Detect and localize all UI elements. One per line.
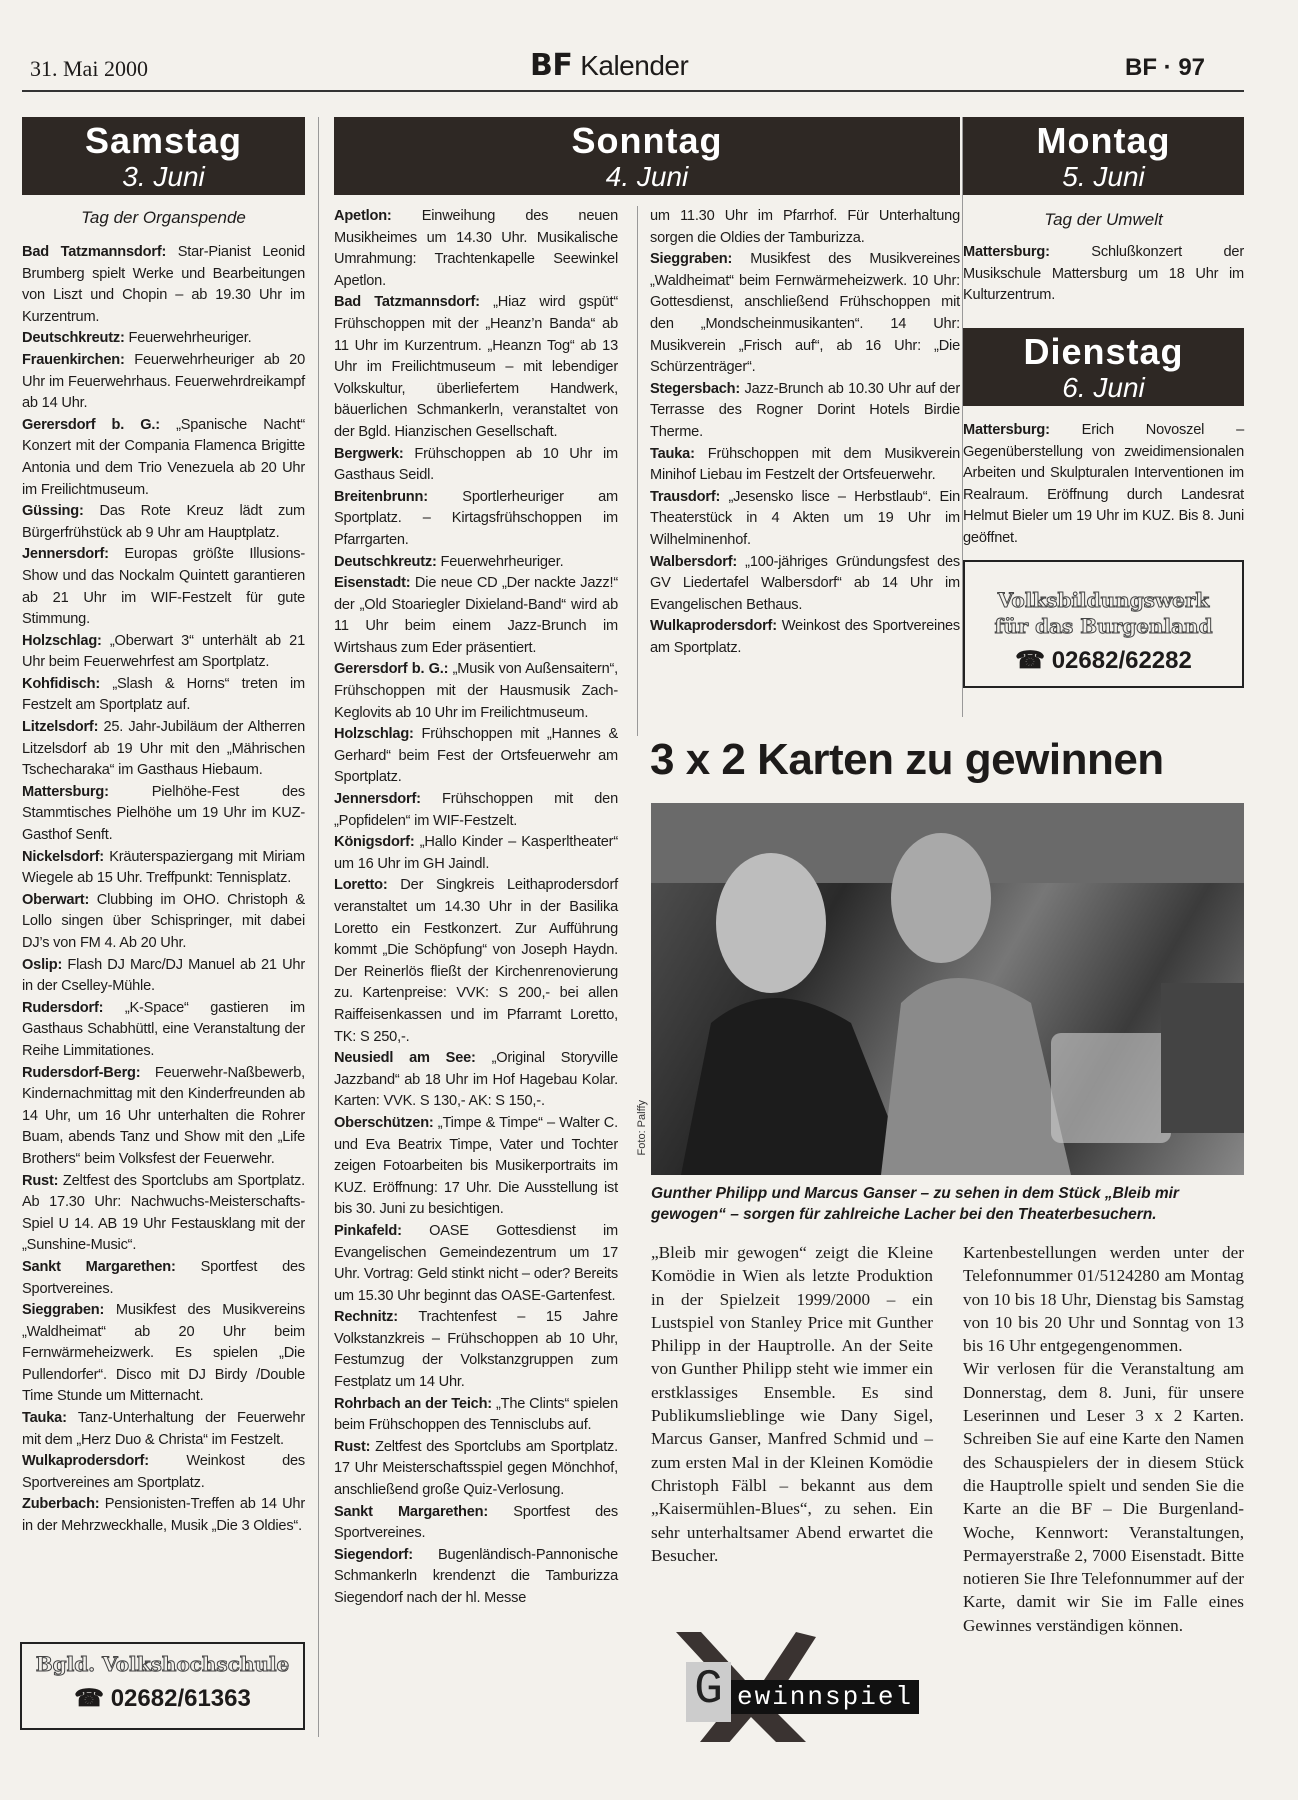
column-divider — [637, 206, 638, 736]
event-text: Frühschoppen mit den „Popfidelen“ im WIF-Festzelt. — [334, 791, 618, 829]
event-text: „Hiaz wird gspüt“ Frühschoppen mit der „Heanz’n Banda“ ab 11 Uhr im Kurzentrum. „Heanzn Tog“ ab 13 Uhr im Freilichtmuseum – mit lebendiger Volkskultur, überliefertem Handwerk, bäuerlichen Schmankerln, veranstaltet von der Bgld. Hianzischen Gesellschaft. — [334, 294, 618, 440]
event-entry — [22, 1494, 305, 1537]
event-entry — [22, 717, 305, 782]
event-text: „The Clints“ spielen beim Frühschoppen des Tennisclubs auf. — [334, 1395, 618, 1434]
event-text: Frühschoppen mit „Hannes & Gerhard“ beim Fest der Ortsfeuerwehr am Sportplatz. — [334, 726, 618, 786]
event-entry — [334, 1437, 618, 1502]
event-entry — [334, 1048, 618, 1113]
event-text: um 11.30 Uhr im Pfarrhof. Für Unterhaltung sorgen die Oldies der Tamburizza. — [650, 208, 960, 246]
event-entry — [334, 1545, 618, 1610]
event-place: Deutschkreutz: — [334, 553, 437, 570]
event-place: Mattersburg: — [963, 422, 1050, 438]
event-text: Sportfest des Sportvereines. — [22, 1258, 306, 1297]
event-entry — [650, 379, 960, 444]
event-place: Walbersdorf: — [650, 553, 738, 570]
event-text: „Jesensko lisce – Herbstlaub“. Ein Theaterstück in 4 Akten um 19 Uhr im Wilhelminenhof. — [650, 488, 960, 548]
event-entry — [650, 616, 960, 659]
event-entry — [22, 1171, 305, 1257]
event-text: Tanz-Unterhaltung der Feuerwehr mit dem „Herz Duo & Christa“ im Festzelt. — [22, 1410, 305, 1448]
monday-events — [963, 242, 1244, 307]
event-text: Musikfest des Musikvereins „Waldheimat“ ab 20 Uhr beim Fernwärmeheizwerk. Es spielen „Die Pullendorfer“. Disco mit DJ Birdy /Double Time Stunde um Mitternacht. — [22, 1302, 305, 1405]
day-name: Dienstag — [1023, 331, 1184, 372]
event-entry — [334, 875, 618, 1048]
theater-photo — [651, 803, 1244, 1175]
event-entry — [334, 1307, 618, 1393]
volksbildungswerk-box — [963, 560, 1244, 688]
header-rule — [22, 90, 1244, 92]
day-date: 4. Juni — [605, 161, 689, 192]
event-entry — [334, 789, 618, 832]
event-text: Sportfest des Sportvereines. — [334, 1503, 618, 1542]
event-place: Güssing: — [22, 503, 84, 520]
event-entry — [22, 955, 305, 998]
event-place: Zuberbach: — [22, 1496, 100, 1513]
event-entry — [22, 998, 305, 1063]
event-text: „Hallo Kinder – Kasperltheater“ um 16 Uhr im GH Jaindl. — [334, 834, 618, 872]
event-text: Zeltfest des Sportclubs am Sportplatz. 17 Uhr Meisterschaftsspiel gegen Mönchhof, anschließend große Quiz-Verlosung. — [334, 1438, 618, 1499]
event-place: Jennersdorf: — [334, 791, 421, 808]
event-place: Pinkafeld: — [334, 1222, 402, 1239]
event-place: Sieggraben: — [22, 1302, 105, 1319]
event-entry — [334, 659, 618, 724]
event-entry — [22, 1300, 305, 1408]
event-text: Einweihung des neuen Musikheimes um 14.30 Uhr. Musikalische Umrahmung: Trachtenkapelle Seewinkel Apetlon. — [334, 208, 618, 289]
event-place: Breitenbrunn: — [334, 488, 428, 505]
event-text: „Slash & Horns“ treten im Festzelt am Sportplatz auf. — [22, 675, 305, 714]
event-place: Rudersdorf-Berg: — [22, 1064, 141, 1081]
event-text: Feuerwehr-Naßbewerb, Kindernachmittag mit den Kinderfreunden ab 14 Uhr, um 16 Uhr unterhalten die Rohrer Buam, abends Tanz und Show mit den „Life Brothers“ beim Volksfest der Feuerwehr. — [22, 1064, 305, 1167]
day-motto: Tag der Organspende — [81, 208, 246, 227]
event-entry — [963, 420, 1244, 550]
event-text: Kräuterspaziergang mit Miriam Wiegele ab 15 Uhr. Treffpunkt: Tennisplatz. — [22, 848, 305, 887]
event-place: Rohrbach an der Teich: — [334, 1395, 492, 1412]
event-text: Clubbing im OHO. Christoph & Lollo singen über Schispringer, mit dabei DJ’s von FM 4. Ab 20 Uhr. — [22, 891, 305, 951]
event-place: Litzelsdorf: — [22, 719, 99, 736]
event-place: Mattersburg: — [963, 244, 1050, 260]
event-place: Oslip: — [22, 956, 63, 973]
day-header-tuesday — [963, 328, 1244, 406]
event-text: Musikfest des Musikvereines „Waldheimat“ beim Fernwärmeheizwerk. 10 Uhr: Gottesdienst, anschließend Frühschoppen mit den „Mondscheinmusikanten“. 14 Uhr: Musikverein „Frisch auf“, ab 16 Uhr: „Die Schürzenträger“. — [650, 251, 960, 376]
event-text: Trachtenfest – 15 Jahre Volkstanzkreis – Frühschoppen ab 10 Uhr, Festumzug der Volkstanzgruppen zum Festplatz um 14 Uhr. — [334, 1309, 618, 1391]
event-entry — [22, 1063, 305, 1171]
event-text: 25. Jahr-Jubiläum der Altherren Litzelsdorf ab 19 Uhr mit den „Mährischen Tschecharaka“ im Gasthaus Hiebaum. — [22, 719, 305, 779]
day-name: Samstag — [84, 120, 243, 161]
order-info: Kartenbestellungen werden unter der Telefonnummer 01/5124280 am Montag von 10 bis 18 Uhr, Dienstag bis Samstag von 10 bis 20 Uhr und Sonntag von 13 bis 16 Uhr entgegengenommen. — [963, 1243, 1244, 1356]
phone-icon: ☎ — [74, 1685, 105, 1712]
event-place: Kohfidisch: — [22, 675, 101, 692]
saturday-events — [22, 242, 305, 1538]
event-text: „Musik von Außensaitern“, Frühschoppen mit der Hausmusik Zach-Keglovits ab 10 Uhr im Freilichtmuseum. — [334, 661, 619, 721]
box-title: Bgld. Volkshochschule — [35, 1652, 290, 1676]
event-place: Loretto: — [334, 877, 388, 894]
event-entry — [22, 242, 305, 328]
event-entry — [22, 1408, 305, 1451]
event-place: Mattersburg: — [22, 783, 109, 800]
event-place: Holzschlag: — [334, 726, 414, 743]
event-text: Weinkost des Sportvereines am Sportplatz. — [650, 618, 960, 656]
event-text: Europas größte Illusions-Show und das Nockalm Quintett garantieren ab 21 Uhr im WIF-Festzelt für gute Stimmung. — [22, 546, 305, 628]
event-entry — [334, 1113, 618, 1221]
contest-headline: 3 x 2 Karten zu gewinnen — [650, 735, 1164, 784]
day-date: 6. Juni — [1062, 372, 1145, 403]
event-entry — [334, 1394, 618, 1437]
event-text: Erich Novoszel – Gegenüberstellung von zweidimensionalen Arbeiten und Skulpturalen Interventionen im Realraum. Eröffnung durch Landesrat Helmut Bieler um 19 Uhr im KUZ. Bis 8. Juni geöffnet. — [963, 422, 1244, 546]
event-text: Feuerwehrheuriger ab 20 Uhr im Feuerwehrhaus. Feuerwehrdreikampf ab 14 Uhr. — [22, 351, 305, 412]
event-entry — [650, 487, 960, 552]
photo-credit: Foto: Palffy — [636, 1100, 648, 1156]
day-date: 5. Juni — [1062, 161, 1145, 192]
event-entry — [22, 674, 305, 717]
day-name: Montag — [1036, 120, 1171, 161]
event-entry — [22, 890, 305, 955]
phone-number: 02682/62282 — [1051, 647, 1192, 674]
event-entry — [334, 206, 618, 292]
event-text: Der Singkreis Leithaprodersdorf veranstaltet um 14.30 Uhr in der Basilika Loretto ein Festkonzert. Zur Aufführung kommt „Die Schöpfung“ von Joseph Haydn. Der Reinerlös fließt der Kirchenrenovierung zu. Kartenpreise: VVK: S 200,- bei allen Raiffeisenkassen und im Pfarramt Loretto, TK: S 250,-. — [334, 877, 618, 1045]
event-place: Gerersdorf b. G.: — [334, 661, 449, 678]
event-place: Königsdorf: — [334, 834, 415, 851]
event-text: „Timpe & Timpe“ – Walter C. und Eva Beatrix Timpe, Vater und Tochter zeigen Fotoarbeiten bis Musikerportraits im KUZ. Eröffnung: 17 Uhr. Die Ausstellung ist bis 30. Juni zu besichtigen. — [334, 1114, 618, 1218]
volkshochschule-box — [20, 1642, 305, 1730]
event-place: Gerersdorf b. G.: — [22, 416, 160, 433]
event-place: Sankt Margarethen: — [334, 1503, 489, 1520]
event-text: „Spanische Nacht“ Konzert mit der Compania Flamenca Brigitte Antonia und dem Trio Venezuela ab 20 Uhr im Freilichtmuseum. — [22, 416, 305, 498]
event-text: Flash DJ Marc/DJ Manuel ab 21 Uhr in der Cselley-Mühle. — [22, 956, 305, 995]
box-title-line2: für das Burgenland — [994, 614, 1213, 638]
event-entry — [650, 552, 960, 617]
sunday-events-col1 — [334, 206, 618, 1610]
sunday-events-col2 — [650, 206, 960, 659]
event-text: Pensionisten-Treffen ab 14 Uhr in der Mehrzweckhalle, Musik „Die 3 Oldies“. — [22, 1496, 305, 1535]
column-divider — [318, 117, 319, 1737]
event-entry — [650, 249, 960, 379]
event-place: Nickelsdorf: — [22, 848, 104, 865]
event-entry — [22, 847, 305, 890]
event-text: Die neue CD „Der nackte Jazz!“ der „Old Stoariegler Dixieland-Band“ wird ab 11 Uhr beim einem Jazz-Brunch im Wirtshaus zum Eder präsentiert. — [334, 575, 618, 656]
event-text: Jazz-Brunch ab 10.30 Uhr auf der Terrasse des Rogner Dorint Hotels Birdie Therme. — [650, 380, 960, 440]
gewinnspiel-logo — [656, 1632, 926, 1742]
event-text: Bugenländisch-Pannonische Schmankerln krendenzt die Tamburizza Siegendorf nach der hl. Messe — [334, 1546, 618, 1606]
tuesday-events — [963, 420, 1244, 550]
event-text: Pielhöhe-Fest des Stammtisches Pielhöhe um 19 Uhr im KUZ-Gasthof Senft. — [22, 783, 305, 844]
issue-date: 31. Mai 2000 — [30, 56, 148, 81]
event-place: Bad Tatzmannsdorf: — [22, 244, 167, 260]
event-entry — [334, 292, 618, 443]
event-place: Tauka: — [650, 445, 695, 462]
section-name: Kalender — [580, 50, 689, 81]
event-entry — [334, 724, 618, 789]
event-text: Feuerwehrheuriger. — [124, 330, 252, 347]
event-text: „100-jähriges Gründungsfest des GV Liedertafel Walbersdorf“ ab 14 Uhr im Evangelischen Bethaus. — [650, 553, 960, 613]
event-entry — [22, 328, 305, 350]
event-text: „Oberwart 3“ unterhält ab 21 Uhr beim Feuerwehrfest am Sportplatz. — [22, 632, 305, 671]
event-place: Eisenstadt: — [334, 575, 411, 592]
day-header-monday — [963, 117, 1244, 195]
event-place: Rust: — [22, 1172, 59, 1189]
event-place: Rechnitz: — [334, 1309, 398, 1326]
event-entry — [22, 501, 305, 544]
event-text: Weinkost des Sportvereines am Sportplatz. — [22, 1453, 305, 1491]
event-entry — [334, 444, 618, 487]
day-date: 3. Juni — [122, 161, 205, 192]
page-number: BF · 97 — [1125, 54, 1206, 81]
event-place: Bergwerk: — [334, 445, 404, 462]
event-text: Schlußkonzert der Musikschule Mattersburg um 18 Uhr im Kulturzentrum. — [963, 244, 1244, 304]
event-place: Wulkaprodersdorf: — [22, 1453, 149, 1470]
day-name: Sonntag — [571, 120, 723, 161]
event-entry — [22, 1451, 305, 1494]
event-place: Neusiedl am See: — [334, 1050, 476, 1067]
event-entry — [334, 487, 618, 552]
event-place: Deutschkreutz: — [22, 330, 125, 347]
event-text: OASE Gottesdienst im Evangelischen Gemeindezentrum um 17 Uhr. Vortrag: Geld stinkt nicht – oder? Bereits um 15.30 Uhr beginnt das OASE-Gartenfest. — [334, 1222, 618, 1304]
event-entry — [963, 242, 1244, 307]
event-text: „K-Space“ gastieren im Gasthaus Schabhüttl, eine Veranstaltung der Reihe Limmitationes. — [22, 999, 305, 1059]
event-entry — [334, 1502, 618, 1545]
event-entry — [650, 444, 960, 487]
photo-illustration — [651, 803, 1244, 1175]
event-text: Zeltfest des Sportclubs am Sportplatz. Ab 17.30 Uhr: Nachwuchs-Meisterschafts-Spiel U 14. AB 19 Uhr Festausklang mit der „Sunshine-Music“. — [22, 1172, 305, 1254]
event-text: Frühschoppen ab 10 Uhr im Gasthaus Seidl. — [334, 445, 618, 484]
section-title — [530, 48, 688, 83]
event-entry — [650, 206, 960, 249]
logo-initial: G — [686, 1662, 731, 1722]
event-place: Bad Tatzmannsdorf: — [334, 294, 480, 311]
contest-text-col2 — [963, 1241, 1244, 1637]
event-entry — [334, 552, 618, 574]
event-place: Wulkaprodersdorf: — [650, 618, 777, 635]
contest-text-col1: „Bleib mir gewogen“ zeigt die Kleine Komödie in Wien als letzte Produktion in der Spielzeit 1999/2000 – ein Lustspiel von Stanley Price mit Gunther Philipp in der Hauptrolle. An der Seite von Gunther Philipp steht wie immer ein erstklassiges Ensemble. Es sind Publikumslieblinge wie Dany Sigel, Marcus Ganser, Manfred Schmid und – zum ersten Mal in der Kleinen Komödie Christoph Fälbl – bekannt aus dem „Kaisermühlen-Blues“, zu sehen. Ein sehr unterhaltsamer Abend erwartet die Besucher. — [651, 1243, 933, 1565]
event-entry — [22, 631, 305, 674]
day-motto: Tag der Umwelt — [1044, 210, 1163, 229]
event-entry — [334, 832, 618, 875]
event-place: Rust: — [334, 1438, 371, 1455]
event-place: Siegendorf: — [334, 1546, 413, 1563]
event-text: Star-Pianist Leonid Brumberg spielt Werke und Bearbeitungen von Liszt und Chopin – ab 19.30 Uhr im Kurzentrum. — [22, 244, 305, 325]
bf-logo: BF — [530, 48, 573, 83]
day-header-saturday — [22, 117, 305, 195]
event-entry — [334, 1221, 618, 1307]
box-phone — [965, 646, 1242, 675]
event-entry — [22, 782, 305, 847]
phone-icon: ☎ — [1015, 647, 1046, 674]
contest-instructions: Wir verlosen für die Veranstaltung am Donnerstag, dem 8. Juni, für unsere Leserinnen und Leser 3 x 2 Karten. Schreiben Sie auf eine Karte den Namen des Schauspielers der in diesem Stück die Hauptrolle spielt und senden Sie die Karte an die BF – Die Burgenland-Woche, Kennwort: Veranstaltungen, Permayerstraße 2, 7000 Eisenstadt. Bitte notieren Sie Ihre Telefonnummer auf der Karte, damit wir Sie im Falle eines Gewinnes verständigen können. — [963, 1359, 1244, 1635]
event-text: Sportlerheuriger am Sportplatz. – Kirtagsfrühschoppen im Pfarrgarten. — [334, 488, 618, 548]
event-entry — [22, 350, 305, 415]
photo-caption: Gunther Philipp und Marcus Ganser – zu sehen in dem Stück „Bleib mir gewogen“ – sorgen für zahlreiche Lacher bei den Theaterbesuchern. — [651, 1185, 1179, 1223]
event-entry — [22, 544, 305, 630]
event-text: Frühschoppen mit dem Musikverein Minihof Liebau im Festzelt der Ortsfeuerwehr. — [650, 445, 960, 484]
day-header-sunday — [334, 117, 960, 195]
phone-number: 02682/61363 — [110, 1685, 251, 1712]
event-place: Oberwart: — [22, 891, 90, 908]
event-text: Das Rote Kreuz lädt zum Bürgerfrühstück ab 9 Uhr am Hauptplatz. — [22, 503, 305, 541]
event-place: Holzschlag: — [22, 632, 102, 649]
event-text: „Original Storyville Jazzband“ ab 18 Uhr im Hof Hagebau Kolar. Karten: VVK. S 130,- AK: S 150,-. — [334, 1050, 619, 1110]
event-place: Apetlon: — [334, 208, 392, 224]
event-place: Stegersbach: — [650, 380, 741, 397]
event-entry — [22, 1257, 305, 1300]
event-place: Tauka: — [22, 1410, 67, 1427]
event-place: Frauenkirchen: — [22, 351, 125, 368]
event-place: Sankt Margarethen: — [22, 1258, 176, 1275]
logo-text: ewinnspiel — [731, 1680, 919, 1714]
event-text: Feuerwehrheuriger. — [436, 553, 564, 570]
event-place: Sieggraben: — [650, 251, 733, 268]
event-place: Oberschützen: — [334, 1114, 434, 1131]
box-title-line1: Volksbildungswerk — [997, 588, 1210, 612]
event-entry — [334, 573, 618, 659]
box-phone — [22, 1684, 303, 1713]
event-place: Jennersdorf: — [22, 546, 109, 563]
event-place: Rudersdorf: — [22, 999, 104, 1016]
event-place: Trausdorf: — [650, 488, 721, 505]
event-entry — [22, 415, 305, 501]
